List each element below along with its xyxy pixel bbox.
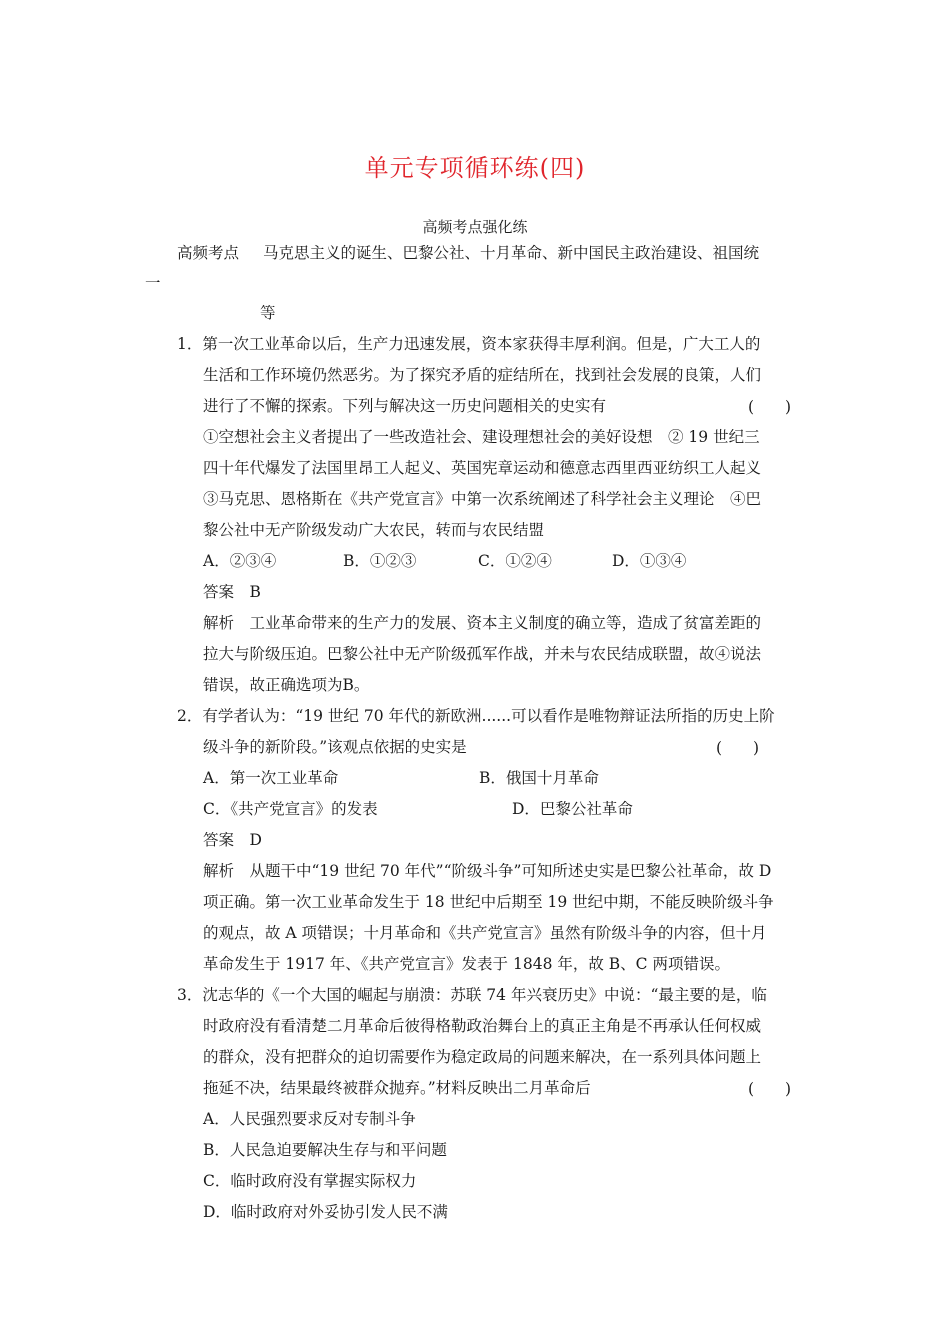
focus-label: 高频考点: [177, 244, 240, 262]
q2-answer: 答案 D: [203, 831, 262, 849]
answer-blank: ( ): [748, 1080, 792, 1098]
q3-option-a: A．人民强烈要求反对专制斗争: [203, 1110, 416, 1128]
focus-text-wrap: 等: [260, 304, 276, 322]
q1-option-b: B．①②③: [343, 552, 417, 570]
q2-option-c: C．《共产党宣言》的发表: [203, 800, 378, 818]
q2-stem-line: 2．有学者认为：“19 世纪 70 年代的新欧洲......可以看作是唯物辩证法所指的历史上阶: [177, 707, 775, 725]
q2-analysis-line: 解析 从题干中“19 世纪 70 年代”“阶级斗争”可知所述史实是巴黎公社革命，故 D: [203, 862, 772, 880]
q2-option-d: D．巴黎公社革命: [512, 800, 633, 818]
q2-option-a: A．第一次工业革命: [203, 769, 339, 787]
answer-blank: ( ): [748, 398, 792, 416]
q2-stem-line: 级斗争的新阶段。”该观点依据的史实是: [203, 738, 467, 756]
q1-analysis-line: 拉大与阶级压迫。巴黎公社中无产阶级孤军作战，并未与农民结成联盟，故④说法: [203, 645, 762, 663]
q1-statement-line: 四十年代爆发了法国里昂工人起义、英国宪章运动和德意志西里西亚纺织工人起义: [203, 459, 762, 477]
q2-analysis-line: 项正确。第一次工业革命发生于 18 世纪中后期至 19 世纪中期，不能反映阶级斗争: [203, 893, 774, 911]
q3-option-b: B．人民急迫要解决生存与和平问题: [203, 1141, 447, 1159]
q3-stem-line: 时政府没有看清楚二月革命后彼得格勒政治舞台上的真正主角是不再承认任何权威: [203, 1017, 762, 1035]
q1-stem-line: 进行了不懈的探索。下列与解决这一历史问题相关的史实有: [203, 397, 607, 415]
q1-option-d: D．①③④: [612, 552, 687, 570]
q3-stem-line: 拖延不决，结果最终被群众抛弃。”材料反映出二月革命后: [203, 1079, 591, 1097]
q1-statement-line: 黎公社中无产阶级发动广大农民，转而与农民结盟: [203, 521, 545, 539]
q2-analysis-line: 革命发生于 1917 年、《共产党宣言》发表于 1848 年，故 B、C 两项错误。: [203, 955, 730, 973]
q3-stem-line: 3．沈志华的《一个大国的崛起与崩溃：苏联 74 年兴衰历史》中说：“最主要的是，临: [177, 986, 767, 1004]
q3-option-d: D．临时政府对外妥协引发人民不满: [203, 1203, 448, 1221]
q1-statement-line: ③马克思、恩格斯在《共产党宣言》中第一次系统阐述了科学社会主义理论 ④巴: [203, 490, 762, 508]
q2-option-b: B．俄国十月革命: [479, 769, 599, 787]
q1-option-c: C．①②④: [478, 552, 552, 570]
q1-analysis-line: 错误，故正确选项为B。: [203, 676, 370, 694]
q1-stem-line: 1．第一次工业革命以后，生产力迅速发展，资本家获得丰厚利润。但是，广大工人的: [177, 335, 761, 353]
q3-stem-line: 的群众，没有把群众的迫切需要作为稳定政局的问题来解决，在一系列具体问题上: [203, 1048, 762, 1066]
q1-answer: 答案 B: [203, 583, 261, 601]
q1-stem-line: 生活和工作环境仍然恶劣。为了探究矛盾的症结所在，找到社会发展的良策，人们: [203, 366, 762, 384]
section-subtitle: 高频考点强化练: [422, 218, 528, 236]
page-title: 单元专项循环练(四): [364, 154, 586, 182]
q1-statement-line: ①空想社会主义者提出了一些改造社会、建设理想社会的美好设想 ② 19 世纪三: [203, 428, 760, 446]
answer-blank: ( ): [716, 739, 760, 757]
q1-analysis-line: 解析 工业革命带来的生产力的发展、资本主义制度的确立等，造成了贫富差距的: [203, 614, 762, 632]
focus-text: 马克思主义的诞生、巴黎公社、十月革命、新中国民主政治建设、祖国统: [263, 244, 760, 262]
q2-analysis-line: 的观点，故 A 项错误；十月革命和《共产党宣言》虽然有阶级斗争的内容，但十月: [203, 924, 767, 942]
q1-option-a: A．②③④: [203, 552, 277, 570]
focus-text-wrap: 一: [145, 274, 161, 292]
q3-option-c: C．临时政府没有掌握实际权力: [203, 1172, 417, 1190]
